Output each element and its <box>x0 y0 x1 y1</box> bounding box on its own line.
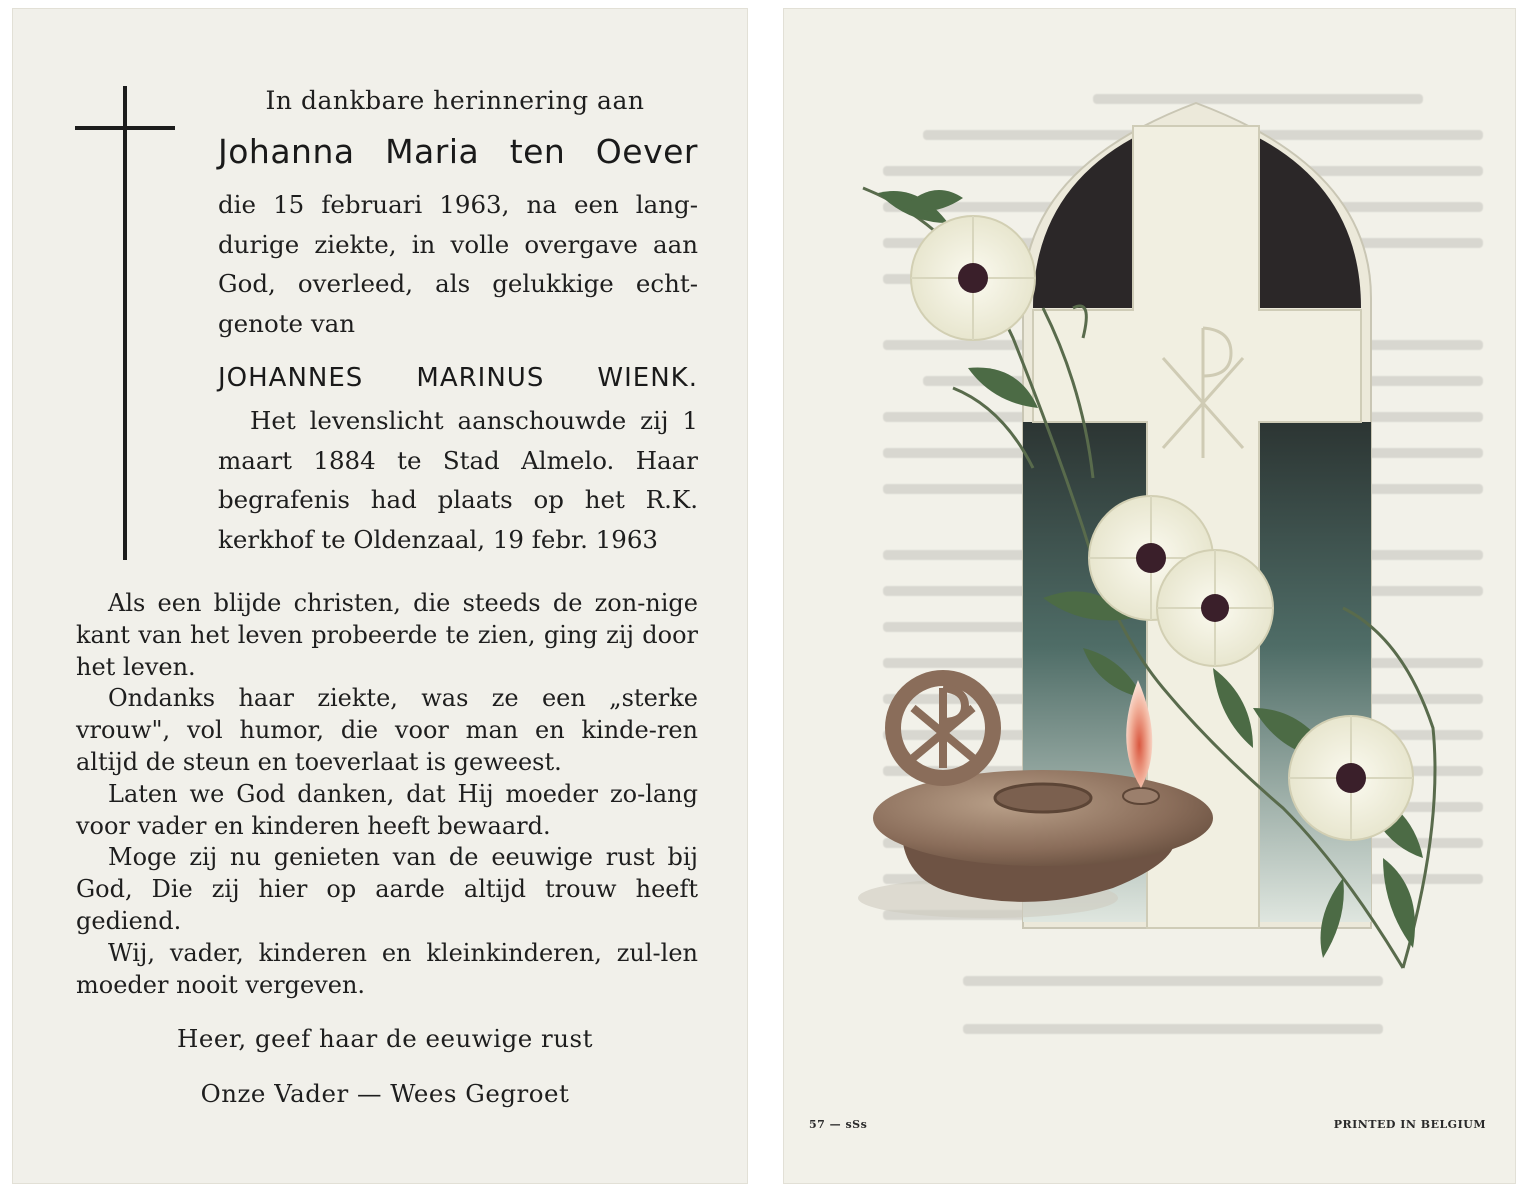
memoir-paragraph: Wij, vader, kinderen en kleinkinderen, zul-len moeder nooit vergeven. <box>76 938 698 999</box>
cross-icon-horizontal <box>75 126 175 130</box>
print-code: 57 — sSs <box>809 1118 868 1131</box>
prayer-line: Onze Vader — Wees Gegroet <box>200 1079 570 1108</box>
memoir-paragraph: Moge zij nu genieten van de eeuwige rust bij God, Die zij hier op aarde altijd trouw heeft gediend. <box>76 843 698 935</box>
memorial-card-text-side <box>12 8 748 1184</box>
memoir-paragraph: Laten we God danken, dat Hij moeder zo-lang voor vader en kinderen heeft bewaard. <box>76 779 698 840</box>
prayer-rest: Heer, geef haar de eeuwige rust <box>177 1024 593 1053</box>
birth-burial-paragraph: Het levenslicht aanschouwde zij 1 maart 1884 te Stad Almelo. Haar begrafenis had plaats op het R.K. kerkhof te Oldenzaal, 19 febr. 1963 <box>218 406 698 554</box>
cross-icon-vertical <box>123 86 127 560</box>
memoir-paragraph: Als een blijde christen, die steeds de zon-nige kant van het leven probeerde te zien, ging zij door het leven. <box>76 589 698 681</box>
memorial-card-image-side <box>783 8 1516 1184</box>
print-origin: PRINTED IN BELGIUM <box>1333 1118 1486 1131</box>
deceased-name: Johanna Maria ten Oever <box>218 132 698 171</box>
death-paragraph: die 15 februari 1963, na een lang-durige ziekte, in volle overgave aan God, overleed, als gelukkige echt-genote van <box>218 190 698 338</box>
husband-name: JOHANNES MARINUS WIENK. <box>218 363 698 393</box>
memoir-paragraph: Ondanks haar ziekte, was ze een „sterke vrouw", vol humor, die voor man en kinde-ren altijd de steun en toeverlaat is geweest. <box>76 684 698 776</box>
illustration <box>783 8 1516 1184</box>
intro-line: In dankbare herinnering aan <box>265 86 645 115</box>
memoir-text <box>76 588 698 1001</box>
